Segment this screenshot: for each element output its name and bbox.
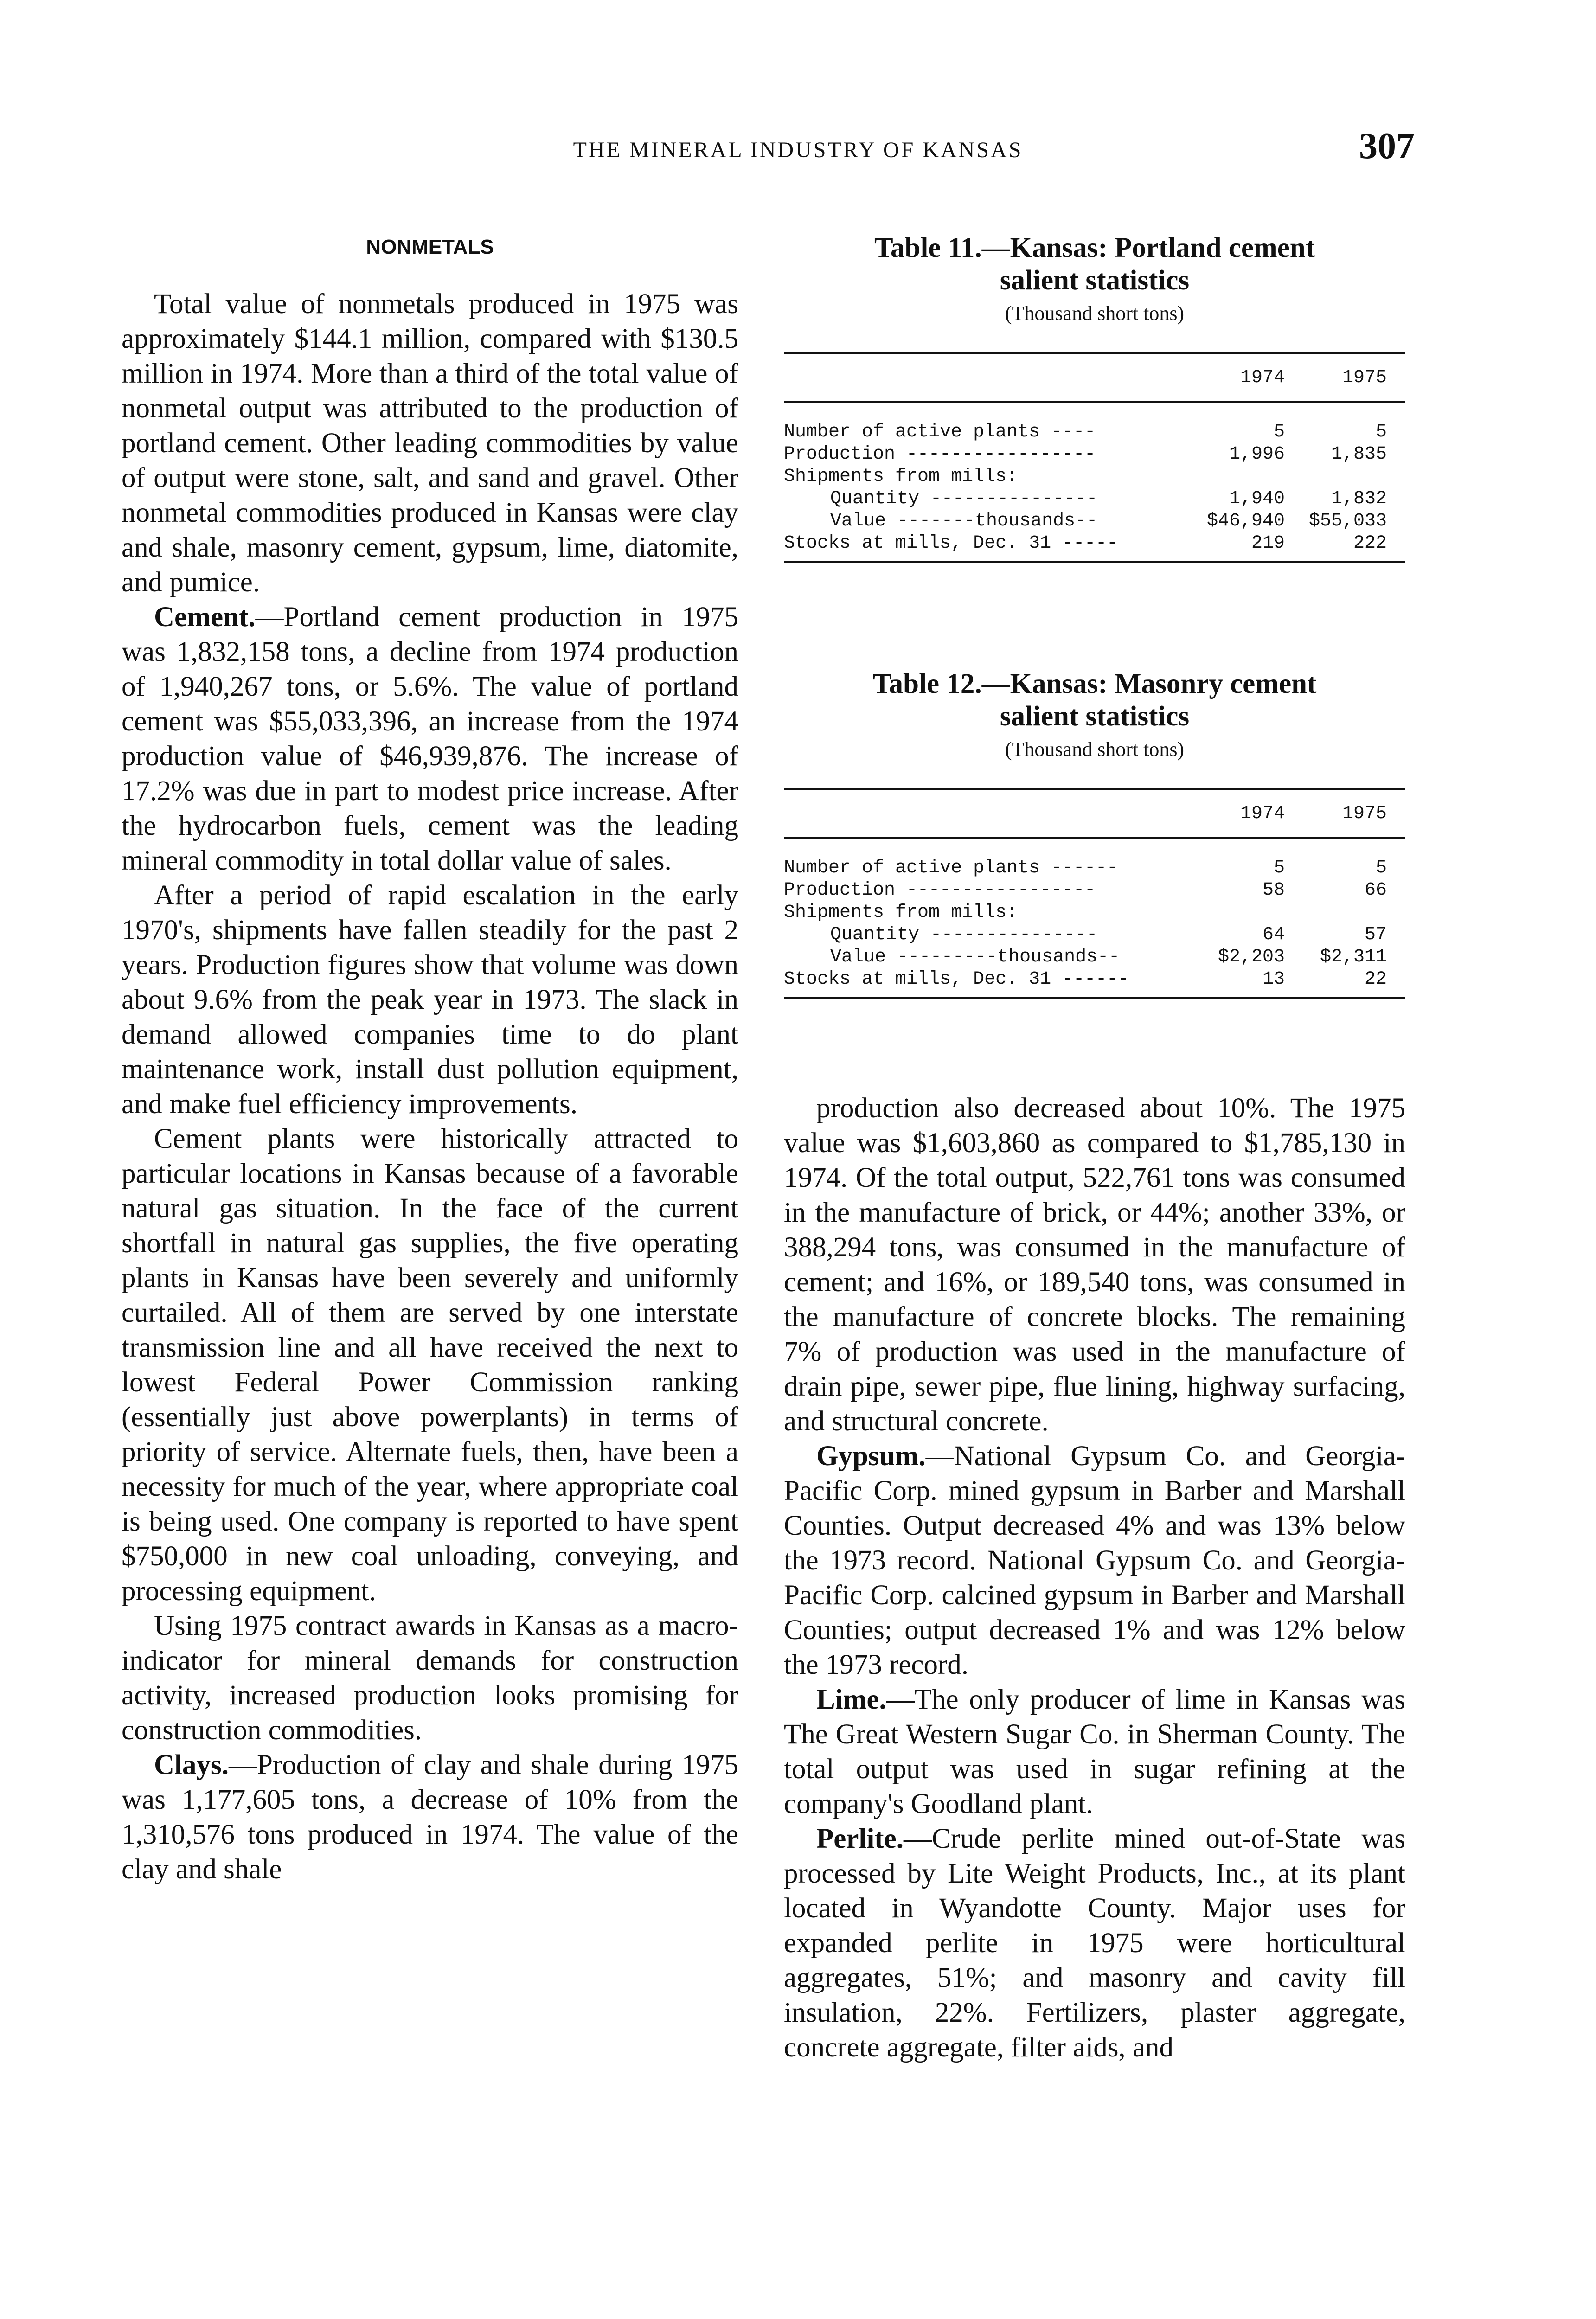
cell-value: 5	[1273, 858, 1285, 878]
table-row	[784, 924, 1405, 946]
row-label: Quantity ---------------	[830, 488, 1098, 509]
row-label: Shipments from mills:	[784, 466, 1018, 487]
table-title-line2: salient statistics	[1000, 265, 1190, 296]
paragraph-text: —Portland cement production in 1975 was 1,832,158 tons, a decline from 1974 production of 1,940,267 tons, or 5.6%. The value of portland cement was $55,033,396, an increase from the 1974 production value of $46,939,876. The increase of 17.2% was due in part to modest price increase. After the hydrocarbon fuels, cement was the leading mineral commodity in total dollar value of sales.	[122, 602, 738, 876]
table-title-line1: Table 12.—Kansas: Masonry cement	[872, 668, 1317, 699]
cell-value: 1,832	[1331, 488, 1387, 509]
row-label: Stocks at mills, Dec. 31 -----	[784, 533, 1118, 554]
paragraph-text: Cement plants were historically attracted to particular locations in Kansas because of a favorable natural gas situation. In the face of the current shortfall in natural gas supplies, the five operating plants in Kansas have been severely and uniformly curtailed. All of them are served by one interstate transmission line and all have received the next to lowest Federal Power Commission ranking (essentially just above powerplants) in terms of priority of service. Alternate fuels, then, have been a necessity for much of the year, where appropriate coal is being used. One company is reported to have spent $750,000 in new coal unloading, conveying, and processing equipment.	[122, 1123, 738, 1607]
cell-value	[1285, 902, 1396, 924]
paragraph-text: production also decreased about 10%. The 1975 value was $1,603,860 as compared to $1,785,130 in 1974. Of the total output, 522,761 tons was consumed in the manufacture of brick, or 44%; another 33%, or 388,294 tons, was consumed in the manufacture of cement; and 16%, or 189,540 tons, was consumed in the manufacture of concrete blocks. The remaining 7% of production was used in the manufacture of drain pipe, sewer pipe, flue lining, highway surfacing, and structural concrete.	[784, 1093, 1405, 1437]
paragraph	[122, 1121, 738, 1608]
row-label: Production -----------------	[784, 880, 1096, 901]
cell-value: 222	[1353, 533, 1387, 554]
cell-value: $2,311	[1320, 947, 1387, 967]
cell-value: 1,835	[1331, 444, 1387, 465]
section-title: NONMETALS	[366, 236, 494, 258]
table-body	[784, 839, 1405, 997]
cell-value: 13	[1262, 969, 1285, 990]
cell-value: 1,940	[1229, 488, 1285, 509]
paragraph	[784, 1439, 1405, 1682]
running-head: THE MINERAL INDUSTRY OF KANSAS	[573, 138, 1023, 162]
paragraph-lead: Lime.	[816, 1684, 886, 1715]
row-label: Quantity ---------------	[830, 924, 1098, 945]
table-subtitle: (Thousand short tons)	[1005, 738, 1185, 761]
paragraph-text: —National Gypsum Co. and Georgia-Pacific Corp. mined gypsum in Barber and Marshall Counties. Output decreased 4% and was 13% below the 1973 record. National Gypsum Co. and Georgia-Pacific Corp. calcined gypsum in Barber and Marshall Counties; output decreased 1% and was 12% below the 1973 record.	[784, 1441, 1405, 1680]
cell-value	[1285, 466, 1396, 488]
cell-value: 219	[1251, 533, 1285, 554]
table-row	[784, 443, 1405, 466]
paragraph	[122, 600, 738, 878]
right-column-text	[784, 1091, 1405, 2065]
row-label: Number of active plants ------	[784, 858, 1118, 878]
table-row	[784, 488, 1405, 510]
paragraph-text: —Crude perlite mined out-of-State was processed by Lite Weight Products, Inc., at its plant located in Wyandotte County. Major uses for expanded perlite in 1975 were horticultural aggregates, 51%; and masonry and cavity fill insulation, 22%. Fertilizers, plaster aggregate, concrete aggregate, filter aids, and	[784, 1823, 1405, 2063]
cell-value: 22	[1364, 969, 1387, 990]
column-header: 1974	[1240, 803, 1285, 824]
cell-value: $2,203	[1218, 947, 1285, 967]
paragraph	[122, 878, 738, 1121]
paragraph	[784, 1091, 1405, 1439]
table-masonry-cement	[784, 668, 1405, 999]
paragraph-lead: Cement.	[154, 602, 256, 633]
paragraph-lead: Perlite.	[816, 1823, 904, 1854]
left-column-text	[122, 287, 738, 1887]
row-label: Production -----------------	[784, 444, 1096, 465]
row-label: Number of active plants ----	[784, 422, 1096, 442]
column-header: 1974	[1240, 367, 1285, 388]
paragraph-text: Using 1975 contract awards in Kansas as a macro-indicator for mineral demands for construction activity, increased production looks promising for construction commodities.	[122, 1610, 738, 1746]
paragraph-lead: Gypsum.	[816, 1441, 926, 1472]
paragraph	[122, 287, 738, 600]
cell-value: 58	[1262, 880, 1285, 901]
table-bottom-rule	[784, 561, 1405, 563]
table-row	[784, 968, 1405, 991]
row-label: Shipments from mills:	[784, 902, 1018, 923]
table-title-line1: Table 11.—Kansas: Portland cement	[874, 232, 1315, 263]
cell-value	[1183, 466, 1285, 488]
table-row	[784, 510, 1405, 532]
cell-value: 57	[1364, 924, 1387, 945]
paragraph-text: —The only producer of lime in Kansas was The Great Western Sugar Co. in Sherman County. The total output was used in sugar refining at the company's Goodland plant.	[784, 1684, 1405, 1819]
column-header: 1975	[1342, 367, 1387, 388]
table-title-line2: salient statistics	[1000, 701, 1190, 732]
table-row	[784, 879, 1405, 902]
row-label: Stocks at mills, Dec. 31 ------	[784, 969, 1129, 990]
cell-value: 1,996	[1229, 444, 1285, 465]
cell-value: 66	[1364, 880, 1387, 901]
cell-value: 5	[1375, 858, 1387, 878]
column-header: 1975	[1342, 803, 1387, 824]
table-subtitle: (Thousand short tons)	[1005, 302, 1185, 325]
paragraph	[784, 1682, 1405, 1821]
paragraph	[784, 1821, 1405, 2065]
row-label: Value ---------thousands--	[830, 947, 1120, 967]
table-header-row	[784, 354, 1405, 401]
table-row	[784, 857, 1405, 879]
paragraph-lead: Clays.	[154, 1749, 229, 1781]
table-row	[784, 421, 1405, 443]
paragraph	[122, 1748, 738, 1887]
table-row	[784, 532, 1405, 555]
table-row	[784, 946, 1405, 968]
cell-value: 64	[1262, 924, 1285, 945]
cell-value: $46,940	[1206, 511, 1285, 532]
table-bottom-rule	[784, 997, 1405, 999]
paragraph	[122, 1608, 738, 1748]
paragraph-text: Total value of nonmetals produced in 1975 was approximately $144.1 million, compared with $130.5 million in 1974. More than a third of the total value of nonmetal output was attributed to the production of portland cement. Other leading commodities by value of output were stone, salt, and sand and gravel. Other nonmetal commodities produced in Kansas were clay and shale, masonry cement, gypsum, lime, diatomite, and pumice.	[122, 288, 738, 598]
paragraph-text: After a period of rapid escalation in the early 1970's, shipments have fallen steadily for the past 2 years. Production figures show that volume was down about 9.6% from the peak year in 1973. The slack in demand allowed companies time to do plant maintenance work, install dust pollution equipment, and make fuel efficiency improvements.	[122, 880, 738, 1120]
table-header-row	[784, 790, 1405, 837]
cell-value: 5	[1273, 422, 1285, 442]
table-row	[784, 466, 1405, 488]
cell-value: 5	[1375, 422, 1387, 442]
table-row	[784, 902, 1405, 924]
page-number: 307	[1359, 126, 1415, 167]
cell-value	[1183, 902, 1285, 924]
table-body	[784, 403, 1405, 561]
cell-value: $55,033	[1308, 511, 1387, 532]
paragraph-text: —Production of clay and shale during 1975 was 1,177,605 tons, a decrease of 10% from the 1,310,576 tons produced in 1974. The value of the clay and shale	[122, 1749, 738, 1885]
table-portland-cement	[784, 232, 1405, 563]
row-label: Value -------thousands--	[830, 511, 1098, 532]
